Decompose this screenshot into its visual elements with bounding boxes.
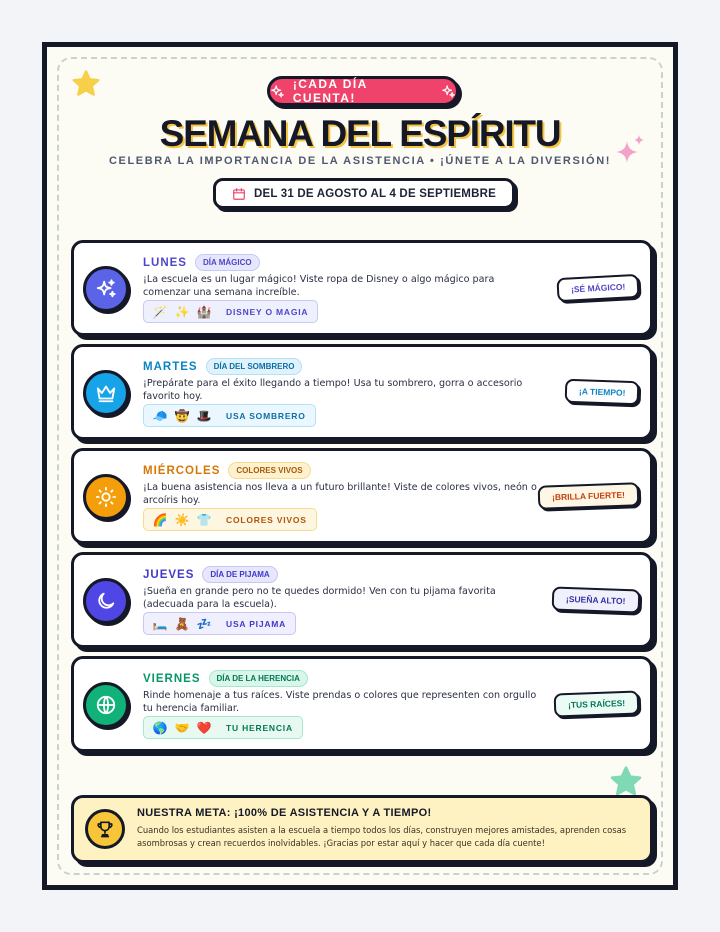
day-name: VIERNES [143, 672, 201, 685]
day-name: MARTES [143, 360, 198, 373]
emoji: 👕 [196, 512, 212, 527]
calendar-icon [232, 187, 246, 201]
day-description: ¡La escuela es un lugar mágico! Viste ropa de Disney o algo mágico para comenzar una semana increíble. [143, 274, 495, 298]
page-subtitle: CELEBRA LA IMPORTANCIA DE LA ASISTENCIA • ¡ÚNETE A LA DIVERSIÓN! [108, 155, 612, 167]
motto-stamp: ¡BRILLA FUERTE! [538, 482, 640, 510]
attendance-goal [71, 795, 653, 863]
day-card-wednesday [71, 448, 653, 544]
outfit-label: COLORES VIVOS [226, 514, 307, 525]
day-name: JUEVES [143, 568, 195, 581]
emoji: 🌈 [152, 512, 168, 527]
emoji: ☀️ [174, 512, 190, 527]
motto-stamp: ¡TUS RAÍCES! [553, 691, 639, 718]
day-theme-tag: DÍA DE PIJAMA [202, 566, 277, 583]
motto-stamp: ¡SUEÑA ALTO! [551, 586, 639, 613]
sparkles-icon [270, 84, 285, 99]
day-icon-badge [83, 682, 129, 728]
sun-icon [95, 486, 117, 508]
day-theme-tag: DÍA DE LA HERENCIA [209, 670, 308, 687]
motto-stamp: ¡A TIEMPO! [564, 379, 639, 406]
day-card-thursday [71, 552, 653, 648]
emoji: 🪄 [152, 304, 168, 319]
day-description: ¡Prepárate para el éxito llegando a tiempo! Usa tu sombrero, gorra o accesorio favorito hoy. [143, 378, 523, 402]
day-description: ¡Sueña en grande pero no te quedes dormido! Ven con tu pijama favorita (adecuada para la escuela). [143, 586, 496, 610]
moon-icon [95, 590, 117, 612]
date-range [213, 178, 515, 209]
day-theme-tag: COLORES VIVOS [228, 462, 310, 479]
emoji: 🤝 [174, 720, 190, 735]
header-badge [267, 76, 459, 106]
outfit-label: DISNEY O MAGIA [226, 306, 309, 317]
outfit-pill [143, 300, 318, 323]
goal-icon-badge [85, 809, 125, 849]
day-card-tuesday [71, 344, 653, 440]
motto-stamp: ¡SÉ MÁGICO! [556, 274, 639, 302]
day-card-friday [71, 656, 653, 752]
emoji: 🏰 [196, 304, 212, 319]
emoji: 🌎 [152, 720, 168, 735]
date-range-text: DEL 31 DE AGOSTO AL 4 DE SEPTIEMBRE [254, 187, 496, 200]
day-description: ¡La buena asistencia nos lleva a un futuro brillante! Viste de colores vivos, neón o arcoíris hoy. [143, 482, 537, 506]
outfit-label: USA PIJAMA [226, 618, 287, 629]
emoji: ❤️ [196, 720, 212, 735]
day-name: LUNES [143, 256, 187, 269]
emoji: 🛏️ [152, 616, 168, 631]
outfit-pill [143, 716, 303, 739]
emoji: 🤠 [174, 408, 190, 423]
emoji: 🎩 [196, 408, 212, 423]
outfit-label: USA SOMBRERO [226, 410, 306, 421]
outfit-label: TU HERENCIA [226, 722, 293, 733]
globe-icon [95, 694, 117, 716]
day-icon-badge [83, 578, 129, 624]
trophy-icon [95, 819, 115, 839]
day-name: MIÉRCOLES [143, 464, 221, 477]
star-icon [71, 69, 101, 99]
sparkles-icon [441, 84, 456, 99]
outfit-pill [143, 404, 316, 427]
day-icon-badge [83, 474, 129, 520]
day-icon-badge [83, 370, 129, 416]
day-card-monday [71, 240, 653, 336]
outfit-pill [143, 508, 317, 531]
goal-title: NUESTRA META: ¡100% DE ASISTENCIA Y A TIEMPO! [137, 807, 432, 819]
day-theme-tag: DÍA MÁGICO [195, 254, 260, 271]
badge-text: ¡CADA DÍA CUENTA! [292, 77, 368, 105]
emoji: 🧢 [152, 408, 168, 423]
star-icon [609, 765, 643, 799]
emoji: ✨ [174, 304, 190, 319]
day-description: Rinde homenaje a tus raíces. Viste prendas o colores que representen con orgullo tu herencia familiar. [143, 690, 537, 714]
day-theme-tag: DÍA DEL SOMBRERO [206, 358, 303, 375]
crown-icon [95, 382, 117, 404]
outfit-pill [143, 612, 296, 635]
emoji: 🧸 [174, 616, 190, 631]
day-icon-badge [83, 266, 129, 312]
emoji: 💤 [196, 616, 212, 631]
sparkles-icon [95, 278, 117, 300]
flyer-frame [42, 42, 678, 890]
goal-text: Cuando los estudiantes asisten a la escuela a tiempo todos los días, construyen mejores amistades, aprenden cosas asombrosas y crean recuerdos inolvidables. ¡Gracias por estar aquí y hacer que cada día cuente! [137, 825, 627, 848]
page-title: SEMANA DEL ESPÍRITU [159, 113, 561, 154]
